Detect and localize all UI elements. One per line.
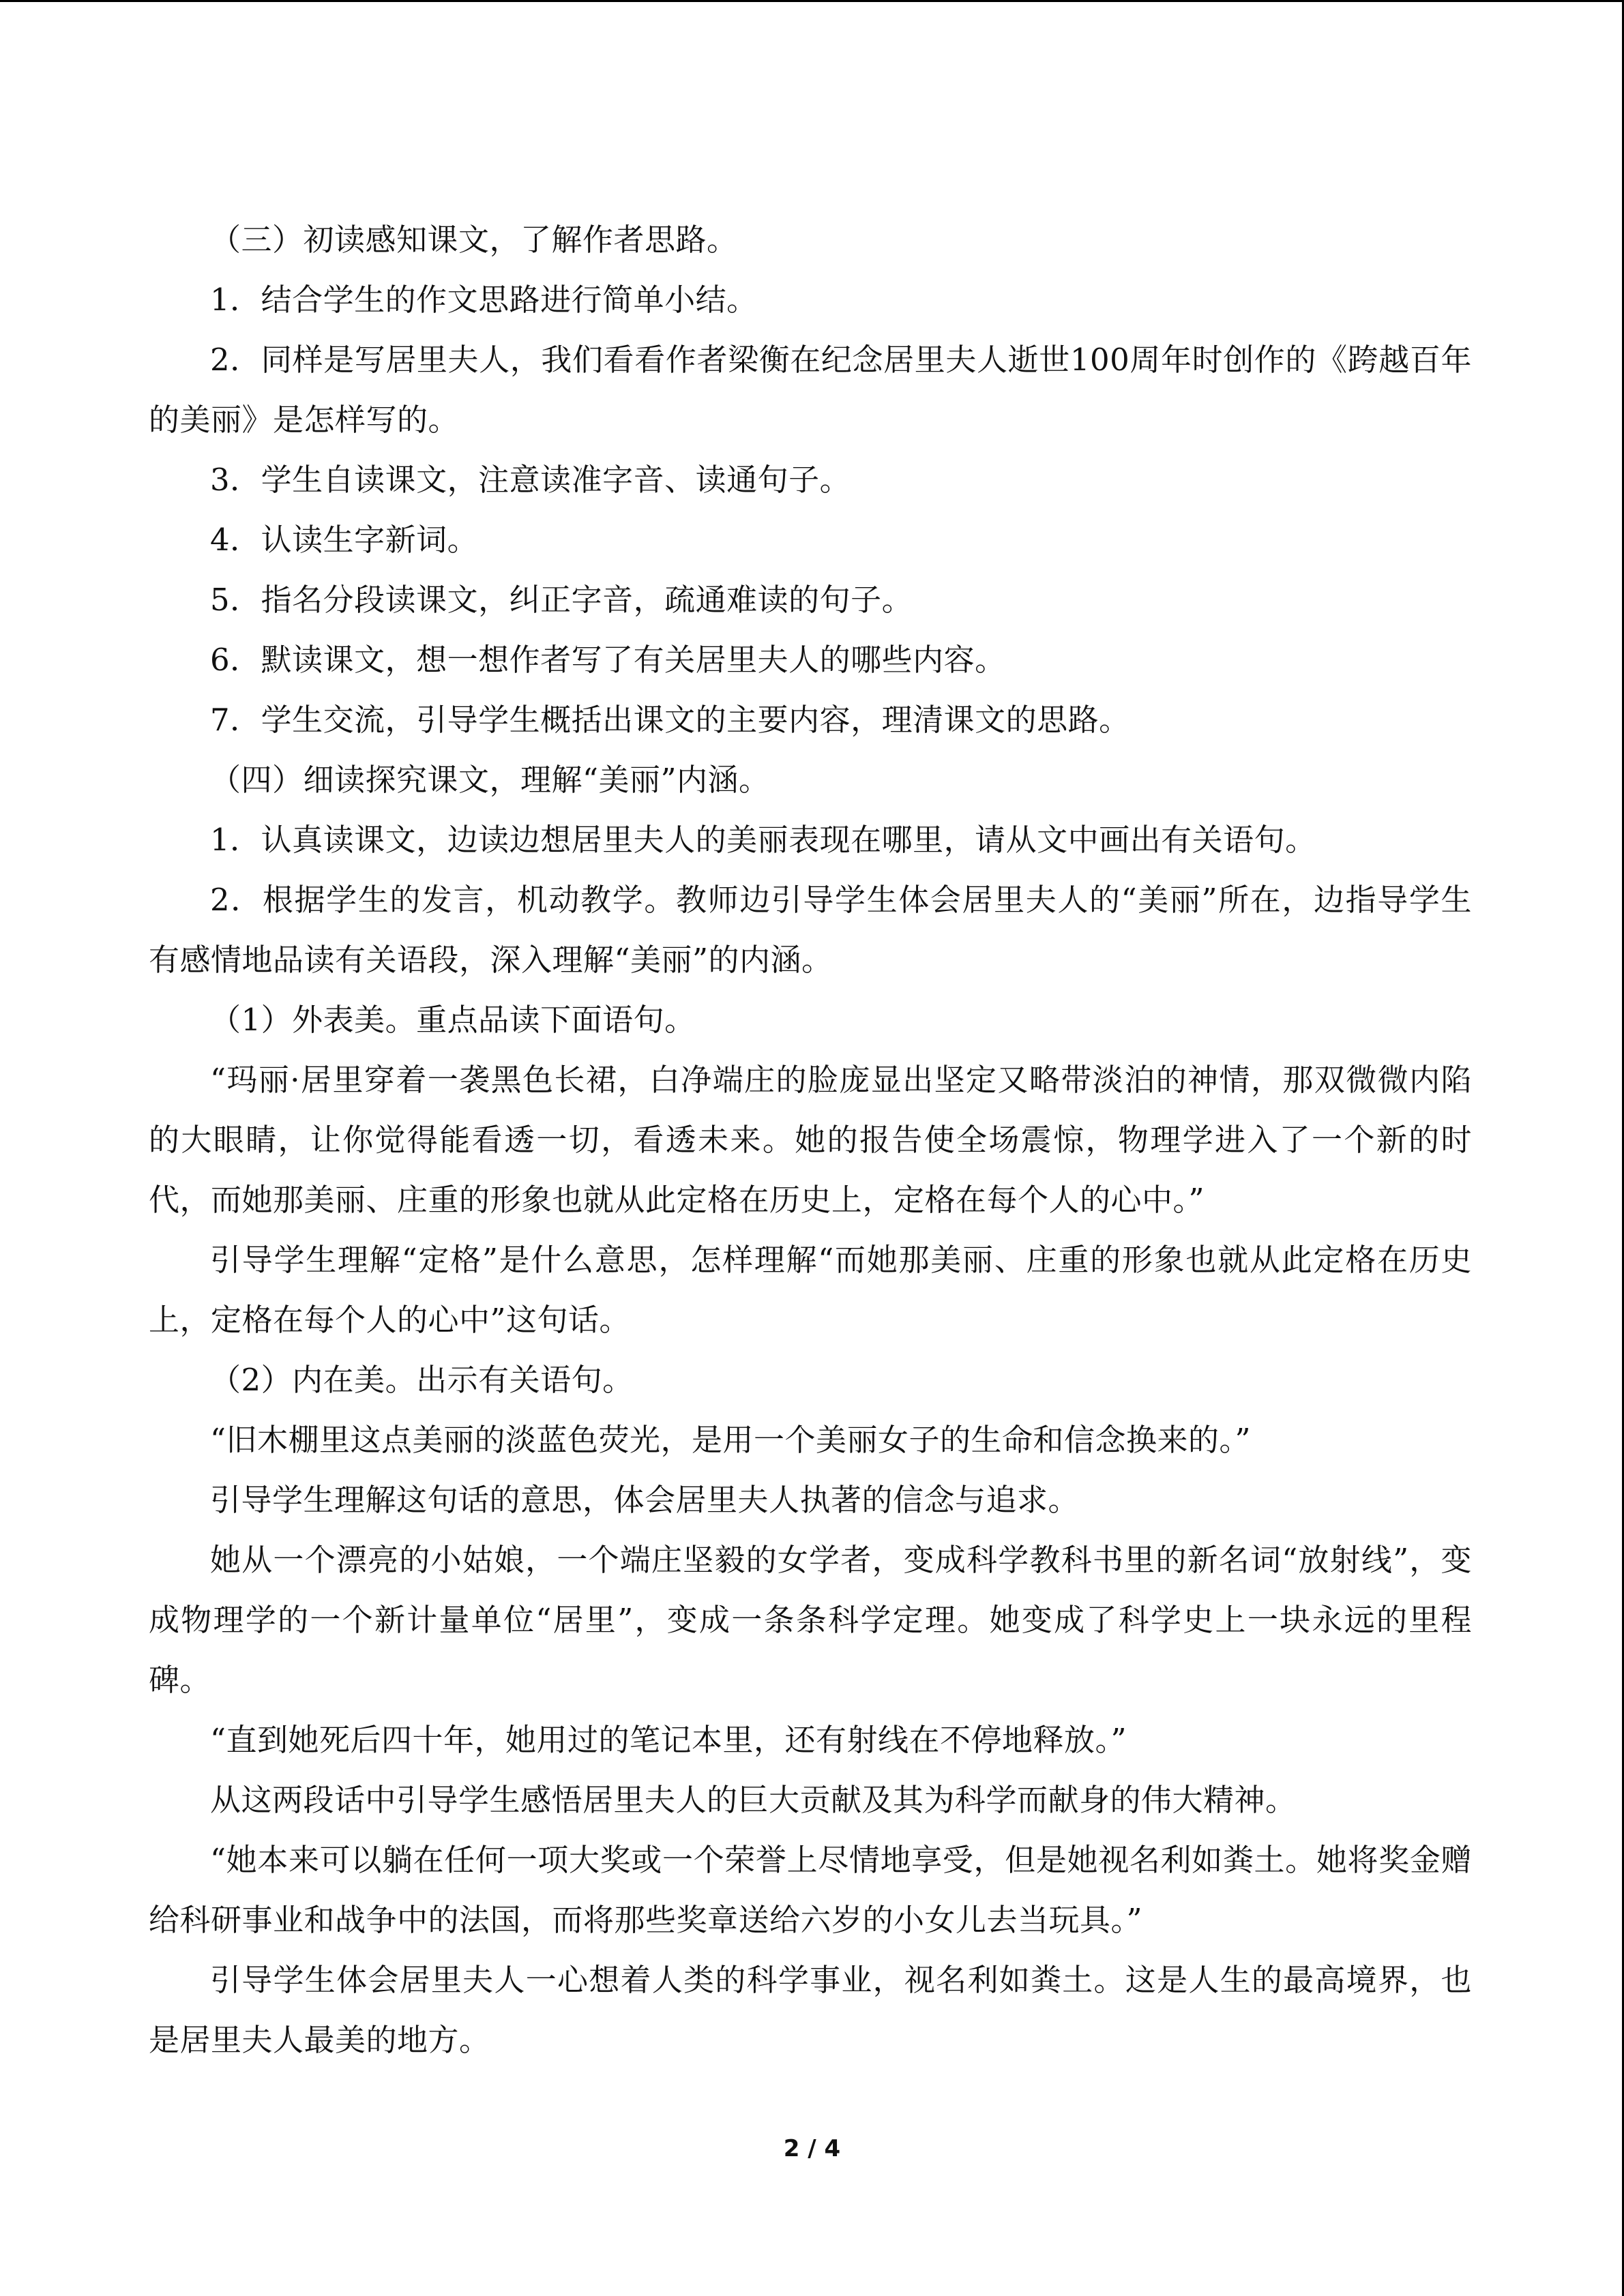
sub-heading-outer-beauty: （1）外表美。重点品读下面语句。: [210, 1002, 696, 1038]
paragraph: 从这两段话中引导学生感悟居里夫人的巨大贡献及其为科学而献身的伟大精神。: [210, 1782, 1297, 1818]
paragraph: 7．学生交流，引导学生概括出课文的主要内容，理清课文的思路。: [210, 702, 1130, 738]
paragraph: 1．结合学生的作文思路进行简单小结。: [210, 282, 758, 318]
quote-paragraph: “玛丽·居里穿着一袭黑色长裙，白净端庄的脸庞显出坚定又略带淡泊的神情，那双微微内陷的大眼睛，让你觉得能看透一切，看透未来。她的报告使全场震惊，物理学进入了一个新的时代，而她那美丽、庄重的形象也就从此定格在历史上，定格在每个人的心中。”: [149, 1062, 1472, 1218]
quote-paragraph: “直到她死后四十年，她用过的笔记本里，还有射线在不停地释放。”: [210, 1722, 1127, 1758]
paragraph: 5．指名分段读课文，纠正字音，疏通难读的句子。: [210, 582, 913, 618]
paragraph: 她从一个漂亮的小姑娘，一个端庄坚毅的女学者，变成科学教科书里的新名词“放射线”，变成物理学的一个新计量单位“居里”，变成一条条科学定理。她变成了科学史上一块永远的里程碑。: [149, 1542, 1472, 1698]
paragraph: 1．认真读课文，边读边想居里夫人的美丽表现在哪里，请从文中画出有关语句。: [210, 822, 1316, 858]
paragraph: 2．同样是写居里夫人，我们看看作者梁衡在纪念居里夫人逝世100周年时创作的《跨越百年的美丽》是怎样写的。: [149, 342, 1472, 438]
paragraph: 引导学生理解“定格”是什么意思，怎样理解“而她那美丽、庄重的形象也就从此定格在历史上，定格在每个人的心中”这句话。: [149, 1242, 1472, 1338]
paragraph: 6．默读课文，想一想作者写了有关居里夫人的哪些内容。: [210, 642, 1006, 678]
paragraph: 引导学生体会居里夫人一心想着人类的科学事业，视名利如粪土。这是人生的最高境界，也是居里夫人最美的地方。: [149, 1962, 1472, 2058]
section-heading-4: （四）细读探究课文，理解“美丽”内涵。: [210, 762, 770, 798]
section-heading-3: （三）初读感知课文，了解作者思路。: [210, 222, 738, 258]
paragraph: 4．认读生字新词。: [210, 522, 479, 558]
page-number: 2 / 4: [783, 2135, 841, 2162]
paragraph: 3．学生自读课文，注意读准字音、读通句子。: [210, 462, 851, 498]
paragraph: 2．根据学生的发言，机动教学。教师边引导学生体会居里夫人的“美丽”所在，边指导学生有感情地品读有关语段，深入理解“美丽”的内涵。: [149, 882, 1472, 978]
paragraph: 引导学生理解这句话的意思，体会居里夫人执著的信念与追求。: [210, 1482, 1080, 1518]
document-body: [149, 210, 1472, 2070]
quote-paragraph: “她本来可以躺在任何一项大奖或一个荣誉上尽情地享受，但是她视名利如粪土。她将奖金赠给科研事业和战争中的法国，而将那些奖章送给六岁的小女儿去当玩具。”: [149, 1842, 1472, 1938]
sub-heading-inner-beauty: （2）内在美。出示有关语句。: [210, 1362, 634, 1398]
quote-paragraph: “旧木棚里这点美丽的淡蓝色荧光，是用一个美丽女子的生命和信念换来的。”: [210, 1422, 1252, 1458]
